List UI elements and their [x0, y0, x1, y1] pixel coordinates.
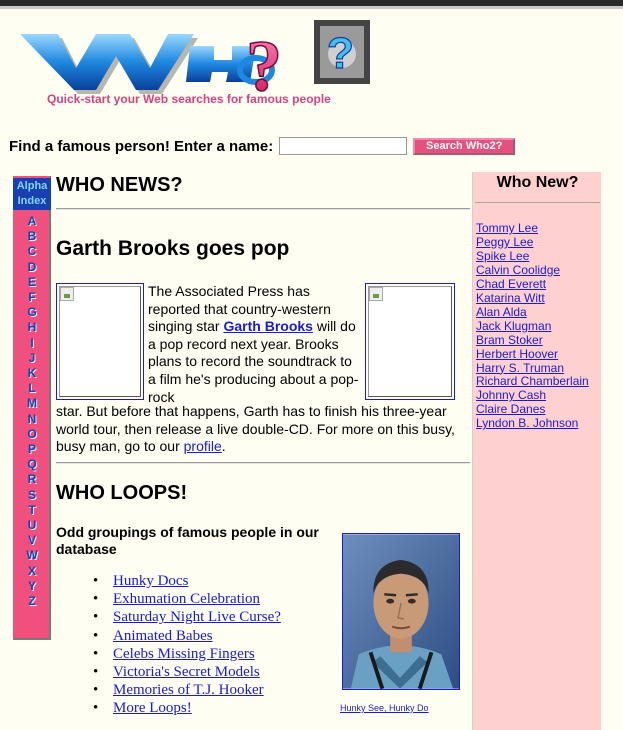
broken-image-icon — [60, 287, 74, 301]
alpha-index-title-line2: Index — [17, 195, 47, 207]
list-item — [93, 645, 281, 663]
who-new-link[interactable]: Herbert Hoover — [476, 346, 559, 361]
garth-brooks-link[interactable]: Garth Brooks — [223, 318, 313, 335]
who-new-link[interactable]: Lyndon B. Johnson — [476, 416, 579, 431]
search-who2-button[interactable]: Search Who2? — [413, 138, 515, 155]
news-body-part1: The Associated Press has reported that country-western singing star — [148, 283, 331, 335]
alpha-index-title — [13, 178, 51, 210]
alpha-letter-f[interactable]: F — [28, 290, 36, 305]
alpha-letter-u[interactable]: U — [27, 518, 37, 533]
window-top-border-shadow — [0, 6, 623, 9]
list-item — [93, 699, 281, 717]
alpha-letter-t[interactable]: T — [28, 502, 36, 517]
news-article-body — [148, 283, 362, 406]
news-article-title: Garth Brooks goes pop — [56, 237, 290, 260]
list-item — [93, 681, 281, 699]
alpha-letter-y[interactable]: Y — [27, 578, 36, 593]
who-new-divider — [475, 202, 600, 203]
who-new-link[interactable]: Calvin Coolidge — [476, 262, 561, 277]
alpha-letter-e[interactable]: E — [27, 274, 36, 289]
list-item — [476, 403, 589, 417]
loop-link-victorias-secret[interactable]: Victoria's Secret Models — [113, 664, 260, 681]
news-body-part2-end: star. But before that happens, Garth has to finish his three-year world tour, then release a live double-CD. For more on this busy, busy man, go to our — [56, 403, 455, 455]
list-item — [476, 348, 589, 362]
who-news-heading: WHO NEWS? — [56, 174, 183, 196]
loop-link-tj-hooker[interactable]: Memories of T.J. Hooker — [113, 682, 264, 699]
list-item — [476, 236, 589, 250]
who-new-link[interactable]: Jack Klugman — [476, 318, 552, 333]
name-search-input[interactable] — [279, 137, 407, 155]
list-item — [476, 320, 589, 334]
alpha-letter-b[interactable]: B — [27, 229, 37, 244]
list-item — [476, 306, 589, 320]
list-item — [476, 292, 589, 306]
list-item — [476, 389, 589, 403]
news-article-body-cont: star. But before that happens, Garth has to finish his three-year world tour, then release a live double-CD. For more on this busy, busy man, go to our profile. — [56, 403, 455, 455]
who-new-link[interactable]: Spike Lee — [476, 248, 530, 263]
alpha-letter-g[interactable]: G — [27, 305, 37, 320]
loops-subheading: Odd groupings of famous people in our database — [56, 524, 319, 557]
broken-image-icon — [369, 287, 383, 301]
who-new-link[interactable]: Harry S. Truman — [476, 360, 565, 375]
alpha-letter-c[interactable]: C — [27, 244, 37, 259]
search-label: Find a famous person! Enter a name: — [9, 137, 274, 155]
loop-link-snl-curse[interactable]: Saturday Night Live Curse? — [113, 609, 281, 626]
list-item — [476, 334, 589, 348]
list-item — [476, 264, 589, 278]
list-item — [93, 627, 281, 645]
alpha-letter-j[interactable]: J — [28, 350, 36, 365]
loop-link-more-loops[interactable]: More Loops! — [113, 700, 192, 717]
alpha-letter-a[interactable]: A — [27, 214, 37, 228]
alpha-letter-k[interactable]: K — [27, 366, 37, 381]
divider-news — [56, 208, 470, 210]
alpha-letter-q[interactable]: Q — [27, 457, 37, 472]
loop-link-animated-babes[interactable]: Animated Babes — [113, 627, 213, 644]
news-image-left[interactable] — [56, 283, 144, 400]
list-item — [93, 590, 281, 608]
alpha-letter-s[interactable]: S — [27, 487, 36, 502]
profile-link[interactable]: profile — [183, 438, 222, 455]
list-item — [93, 663, 281, 681]
logo-question-mark: ? — [327, 29, 354, 78]
who-loops-heading: WHO LOOPS! — [56, 482, 188, 504]
news-image-right[interactable] — [365, 283, 455, 400]
alpha-letter-p[interactable]: P — [27, 442, 36, 457]
logo-2-text: ? — [246, 26, 282, 96]
alpha-index-title-line1: Alpha — [16, 180, 48, 192]
alpha-letter-x[interactable]: X — [27, 563, 36, 578]
alpha-letter-m[interactable]: M — [27, 396, 37, 411]
list-item — [93, 608, 281, 626]
list-item — [476, 417, 589, 431]
alpha-letter-v[interactable]: V — [27, 533, 36, 548]
who-new-link[interactable]: Chad Everett — [476, 276, 547, 291]
search-row — [9, 134, 515, 158]
list-item — [476, 222, 589, 236]
alpha-letter-l[interactable]: L — [28, 381, 36, 396]
alpha-letter-z[interactable]: Z — [28, 594, 36, 609]
who-new-link[interactable]: Katarina Witt — [476, 290, 545, 305]
who-new-sidebar — [472, 172, 601, 730]
list-item — [476, 278, 589, 292]
who2-logo[interactable] — [18, 16, 378, 96]
who-new-list — [476, 222, 589, 431]
loops-list — [93, 572, 281, 718]
who-new-link[interactable]: Johnny Cash — [476, 388, 547, 403]
loop-link-exhumation[interactable]: Exhumation Celebration — [113, 591, 261, 608]
news-body-part2-start: will do a pop record next year. Brooks plans to record the soundtrack to a film he's producing about a pop-rock — [148, 318, 359, 405]
tagline: Quick-start your Web searches for famous people — [47, 92, 331, 106]
alpha-letters — [13, 214, 51, 609]
alpha-letter-n[interactable]: N — [27, 411, 37, 426]
alpha-letter-h[interactable]: H — [27, 320, 37, 335]
who-new-link[interactable]: Peggy Lee — [476, 234, 534, 249]
alpha-letter-o[interactable]: O — [27, 426, 37, 441]
alpha-letter-i[interactable]: I — [30, 335, 34, 350]
list-item — [476, 250, 589, 264]
who-new-link[interactable]: Tommy Lee — [476, 221, 539, 235]
alpha-letter-w[interactable]: W — [26, 548, 38, 563]
hunky-docs-photo[interactable] — [342, 533, 460, 690]
list-item — [476, 362, 589, 376]
who-new-heading: Who New? — [496, 174, 579, 191]
who-new-link[interactable]: Alan Alda — [476, 304, 527, 319]
alpha-letter-r[interactable]: R — [27, 472, 37, 487]
list-item — [476, 375, 589, 389]
who-new-link[interactable]: Bram Stoker — [476, 332, 543, 347]
alpha-letter-d[interactable]: D — [27, 259, 37, 274]
who-new-link[interactable]: Claire Danes — [476, 402, 546, 417]
loop-link-missing-fingers[interactable]: Celebs Missing Fingers — [113, 645, 255, 662]
who-new-link[interactable]: Richard Chamberlain — [476, 374, 589, 389]
divider-loops — [56, 462, 470, 464]
alpha-index-sidebar — [13, 176, 51, 640]
list-item — [93, 572, 281, 590]
loop-link-hunky-docs[interactable]: Hunky Docs — [113, 573, 189, 589]
photo-caption-link[interactable]: Hunky See, Hunky Do — [340, 703, 429, 713]
